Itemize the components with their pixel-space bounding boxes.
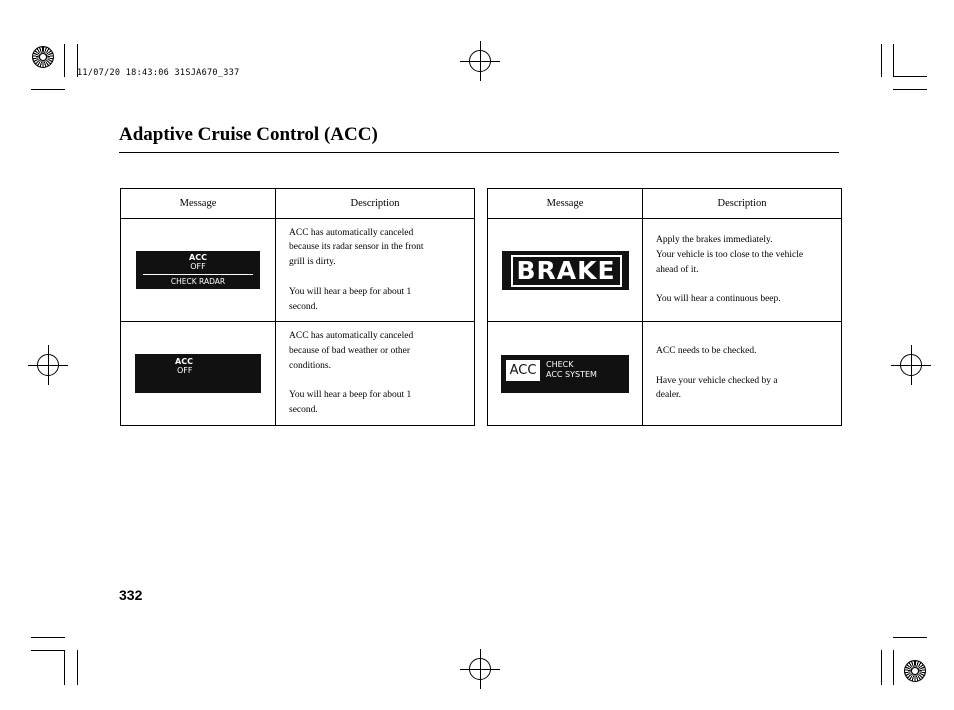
column-header-description: Description	[643, 189, 842, 219]
column-header-message: Message	[121, 189, 276, 219]
message-cell	[488, 219, 643, 322]
registration-starburst-icon	[904, 660, 926, 682]
display-check-radar: ACC OFF CHECK RADAR	[136, 251, 260, 289]
display-acc-off: ACC OFF	[135, 354, 261, 393]
display-check-acc-system: ACC CHECK ACC SYSTEM	[501, 355, 629, 393]
crosshair-right-icon	[900, 354, 922, 376]
description-cell: Apply the brakes immediately. Your vehicle is too close to the vehicle ahead of it. You will hear a continuous beep.	[643, 219, 842, 322]
message-cell	[488, 322, 643, 426]
crosshair-left-icon	[37, 354, 59, 376]
message-cell	[121, 219, 276, 322]
message-table-left	[120, 188, 475, 426]
crosshair-bottom-center-icon	[469, 658, 491, 680]
message-cell	[121, 322, 276, 426]
acc-indicator-icon: ACC	[506, 360, 540, 381]
registration-starburst-icon	[32, 46, 54, 68]
print-stamp: 11/07/20 18:43:06 31SJA670_337	[77, 68, 240, 78]
column-header-description: Description	[276, 189, 475, 219]
page-number: 332	[119, 587, 143, 603]
display-brake: BRAKE	[502, 251, 629, 290]
description-cell: ACC has automatically canceled because its radar sensor in the front grill is dirty. You will hear a beep for about 1 second.	[276, 219, 475, 322]
section-heading: Adaptive Cruise Control (ACC)	[119, 124, 378, 145]
description-cell: ACC needs to be checked. Have your vehicle checked by a dealer.	[643, 322, 842, 426]
description-cell: ACC has automatically canceled because of bad weather or other conditions. You will hear a beep for about 1 second.	[276, 322, 475, 426]
heading-rule	[119, 152, 839, 153]
crosshair-top-center-icon	[469, 50, 491, 72]
message-table-right	[487, 188, 842, 426]
column-header-message: Message	[488, 189, 643, 219]
